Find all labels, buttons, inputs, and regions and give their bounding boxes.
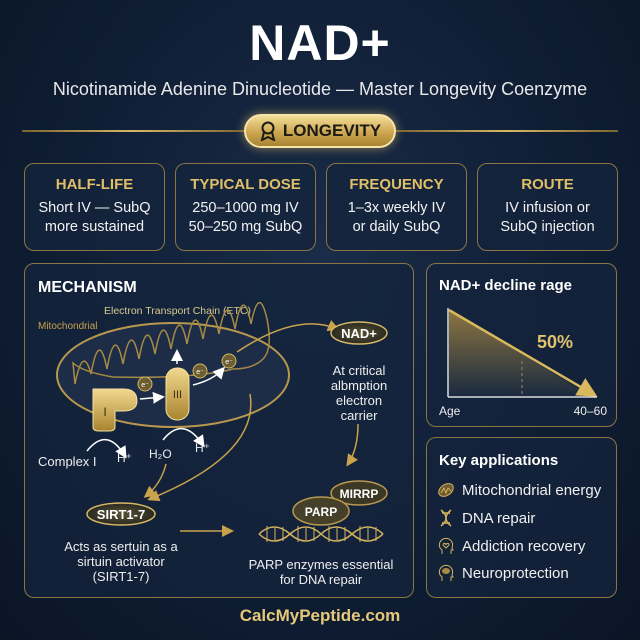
- complex-i-caption: Complex I: [38, 454, 97, 469]
- application-item: [437, 509, 535, 527]
- divider-right: [396, 130, 618, 132]
- head-heart-icon: [437, 537, 455, 555]
- stat-card-route: [477, 163, 618, 251]
- stat-label: ROUTE: [521, 176, 574, 193]
- award-ribbon-icon: [259, 121, 277, 141]
- page-title: NAD+: [249, 15, 391, 71]
- electron-label: e⁻: [196, 369, 204, 376]
- electron-label: e⁻: [141, 382, 149, 389]
- stat-label: FREQUENCY: [349, 176, 444, 193]
- decline-chart: [427, 264, 618, 428]
- mechanism-diagram: [25, 264, 415, 599]
- dna-icon: [437, 509, 455, 527]
- applications-title: Key applications: [439, 452, 559, 469]
- etc-label: Electron Transport Chain (ETC): [104, 305, 252, 317]
- application-item: [437, 481, 601, 499]
- nad-description: At critical: [332, 363, 386, 378]
- nad-decline-panel: [426, 263, 617, 427]
- to-sirt-arrow: [146, 464, 166, 496]
- application-item: [437, 564, 569, 582]
- stat-value: SubQ injection: [500, 219, 595, 235]
- x-tick-label: 40–60: [573, 404, 607, 418]
- mirrp-label: MIRRP: [339, 487, 379, 501]
- nad-description: electron: [335, 393, 383, 408]
- complex-i: [93, 389, 137, 431]
- stat-value: 250–1000 mg IV: [192, 200, 299, 216]
- sirt-label: SIRT1-7: [96, 507, 146, 522]
- stat-value: more sustained: [44, 219, 145, 235]
- stat-label: TYPICAL DOSE: [190, 176, 301, 193]
- complex-iii-label: III: [172, 389, 183, 401]
- page-subtitle: Nicotinamide Adenine Dinucleotide — Master Longevity Coenzyme: [52, 79, 588, 99]
- parp-description: PARP enzymes essential: [248, 557, 394, 572]
- stat-value: 50–250 mg SubQ: [188, 219, 303, 235]
- electron-label: e⁻: [225, 359, 233, 366]
- application-label: DNA repair: [462, 509, 536, 527]
- x-tick-label: Age: [439, 404, 461, 418]
- application-item: [437, 537, 585, 555]
- stat-card-frequency: [326, 163, 467, 251]
- longevity-badge: [244, 114, 396, 148]
- chart-title: NAD+ decline rage: [439, 277, 572, 294]
- parp-description: for DNA repair: [279, 572, 363, 587]
- complex-iii: [166, 368, 189, 420]
- mechanism-title: MECHANISM: [38, 279, 137, 296]
- stat-value: or daily SubQ: [352, 219, 441, 235]
- nad-description: albmption: [330, 378, 388, 393]
- stat-value: Short IV — SubQ: [38, 200, 151, 216]
- decline-percent-label: 50%: [537, 332, 574, 352]
- brain-icon: [437, 564, 455, 582]
- stat-value: IV infusion or: [505, 200, 590, 216]
- proton-label: H⁺: [117, 451, 132, 465]
- stat-card-half-life: [24, 163, 165, 251]
- parp-label: PARP: [304, 505, 338, 519]
- water-label: H₂O: [149, 447, 172, 461]
- badge-label: LONGEVITY: [282, 121, 382, 140]
- nad-description: carrier: [340, 408, 378, 423]
- to-parp-arrow: [348, 424, 358, 464]
- proton-label: H⁺: [195, 441, 210, 455]
- mitochondrial-label: Mitochondrial: [38, 321, 98, 332]
- parp-pill: [293, 497, 349, 525]
- sirt-description: Acts as sertuin as a: [64, 539, 178, 554]
- nad-pill: [331, 322, 387, 344]
- stat-label: HALF-LIFE: [55, 176, 134, 193]
- dna-helix-icon: [259, 526, 383, 542]
- sirt-pill: [87, 503, 155, 525]
- key-applications-panel: [426, 437, 617, 598]
- stat-card-typical-dose: [175, 163, 316, 251]
- complex-i-label: I: [103, 405, 107, 419]
- mitochondria-icon: [437, 481, 455, 499]
- sirt-description: (SIRT1-7): [92, 569, 150, 584]
- application-label: Mitochondrial energy: [462, 481, 602, 499]
- application-label: Addiction recovery: [462, 537, 586, 555]
- divider-left: [22, 130, 244, 132]
- sirt-description: sirtuin activator: [77, 554, 165, 569]
- application-label: Neuroprotection: [462, 564, 569, 582]
- footer-website[interactable]: CalcMyPeptide.com: [239, 606, 401, 625]
- mechanism-panel: [24, 263, 414, 598]
- nad-label: NAD+: [341, 326, 377, 341]
- stat-value: 1–3x weekly IV: [347, 200, 446, 216]
